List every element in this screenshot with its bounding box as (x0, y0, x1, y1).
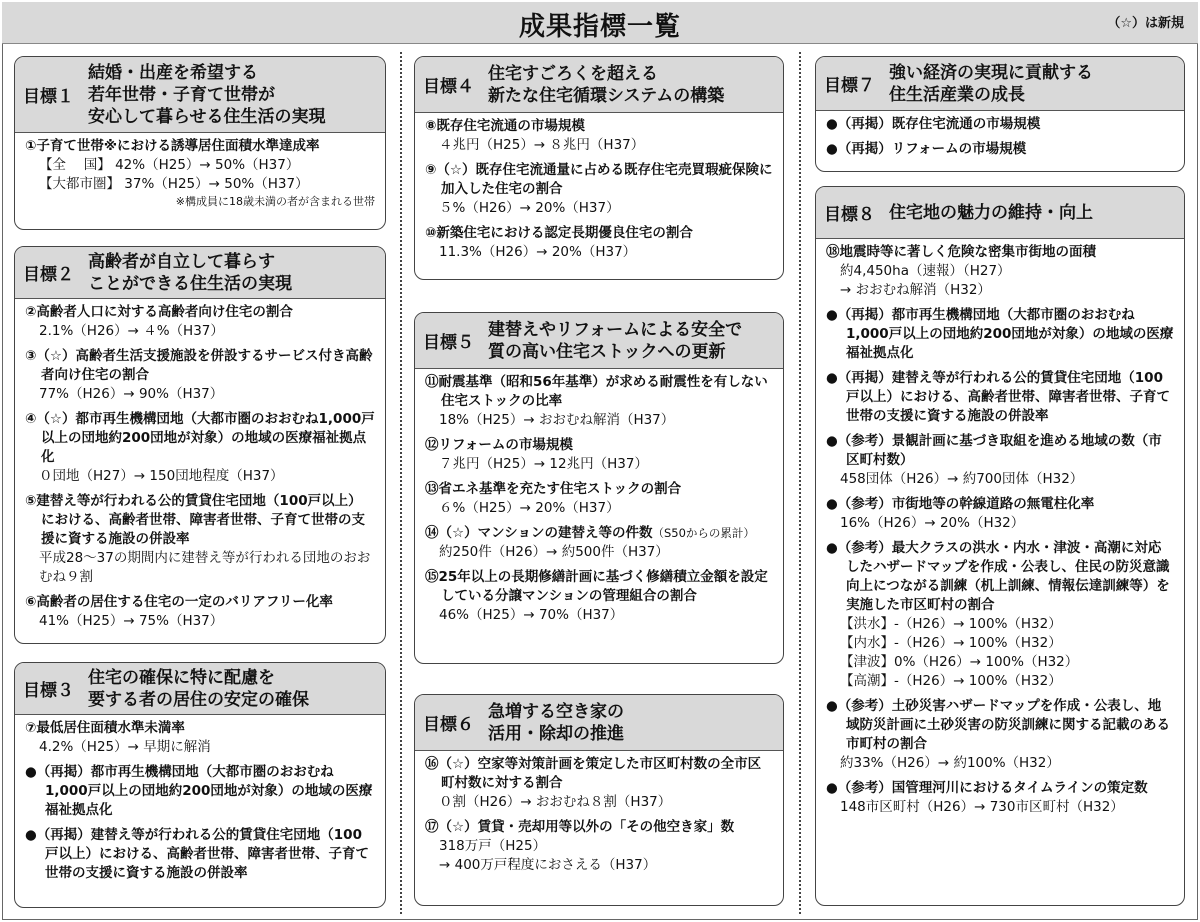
indicator-value: 約250件（H26）→ 約500件（H37） (439, 544, 669, 560)
goal-card (414, 312, 784, 664)
goal-title-line: 急増する空き家の (488, 701, 624, 722)
goal-header (415, 57, 783, 113)
indicator-title-text: ⑥高齢者の居住する住宅の一定のバリアフリー化率 (25, 594, 333, 610)
indicator-title (425, 161, 773, 199)
indicator-title (425, 224, 773, 243)
indicator-title-text: ⑮25年以上の長期修繕計画に基づく修繕積立金額を設定している分譲マンションの管理組合の割合 (425, 569, 768, 604)
indicator-value: ０割（H26）→ おおむね８割（H37） (439, 794, 672, 810)
indicator-title-text: ●（参考）国管理河川におけるタイムラインの策定数 (826, 780, 1148, 796)
goal-title (88, 667, 309, 711)
header-bar (2, 2, 1198, 44)
indicator-title (25, 137, 375, 156)
indicator-title (826, 539, 1174, 615)
indicator-value: ６%（H25）→ 20%（H37） (439, 500, 620, 516)
goal-title-line: 住宅の確保に特に配慮を (88, 667, 275, 688)
indicator-item (826, 306, 1174, 363)
indicator-item (425, 161, 773, 218)
goal-body (15, 715, 385, 883)
indicator-title-text: ⑤建替え等が行われる公的賃貸住宅団地（100戸以上）における、高齢者世帯、障害者世帯、子育て世帯の支援に資する施設の併設率 (25, 493, 365, 547)
goal-body (15, 299, 385, 631)
indicator-value: → 400万戸程度におさえる（H37） (439, 857, 657, 873)
goal-header (415, 695, 783, 751)
indicator-value: 11.3%（H26）→ 20%（H37） (439, 244, 637, 260)
indicator-value: 41%（H25）→ 75%（H37） (39, 613, 224, 629)
indicator-title-text: ●（参考）景観計画に基づき取組を進める地域の数（市区町村数） (826, 433, 1162, 468)
indicator-item (425, 480, 773, 518)
indicator-title (425, 480, 773, 499)
indicator-title (425, 436, 773, 455)
indicator-value: 【全 国】 42%（H25）→ 50%（H37） (39, 157, 300, 173)
indicator-value: 約4,450ha（速報）（H27） (840, 263, 1011, 279)
indicator-value: 46%（H25）→ 70%（H37） (439, 607, 624, 623)
indicator-title-note: （S50からの累計） (652, 526, 755, 540)
indicator-title-text: ●（参考）最大クラスの洪水・内水・津波・高潮に対応したハザードマップを作成・公表し、住民の防災意識向上につながる訓練（机上訓練、情報伝達訓練等）を実施した市区町村の割合 (826, 540, 1170, 613)
indicator-title (25, 826, 375, 883)
indicator-item (425, 568, 773, 625)
indicator-item (826, 779, 1174, 817)
goal-card (815, 186, 1185, 906)
indicator-value: ７兆円（H25）→ 12兆円（H37） (439, 456, 648, 472)
indicator-value: 平成28～37の期間内に建替え等が行われる団地のおおむね９割 (39, 550, 371, 585)
indicator-title (826, 306, 1174, 363)
indicator-value: 【高潮】-（H26）→ 100%（H32） (840, 673, 1062, 689)
goal-card (14, 246, 386, 644)
indicator-title-text: ⑦最低居住面積水準未満率 (25, 720, 185, 736)
indicator-item (826, 140, 1174, 159)
indicator-item (25, 492, 375, 587)
indicator-title (826, 779, 1174, 798)
indicator-item (826, 432, 1174, 489)
indicator-item (25, 826, 375, 883)
indicator-value: 【津波】0%（H26）→ 100%（H32） (840, 654, 1079, 670)
indicator-value: 【洪水】-（H26）→ 100%（H32） (840, 616, 1062, 632)
indicator-item (425, 373, 773, 430)
goal-header (15, 247, 385, 299)
indicator-title-text: ②高齢者人口に対する高齢者向け住宅の割合 (25, 304, 293, 320)
indicator-value: 16%（H26）→ 20%（H32） (840, 515, 1025, 531)
indicator-item (25, 137, 375, 211)
indicator-value: ４兆円（H25）→ ８兆円（H37） (439, 137, 645, 153)
column-divider-2 (799, 52, 801, 914)
indicator-title-text: ⑨（☆）既存住宅流通量に占める既存住宅売買瑕疵保険に加入した住宅の割合 (425, 162, 773, 197)
indicator-title (826, 243, 1174, 262)
indicator-title-text: ⑬省エネ基準を充たす住宅ストックの割合 (425, 481, 682, 497)
goal-title-line: 住生活産業の成長 (889, 84, 1025, 105)
indicator-item (425, 818, 773, 875)
indicator-title-text: ●（再掲）リフォームの市場規模 (826, 141, 1027, 157)
goal-title-line: ことができる住生活の実現 (88, 273, 292, 294)
goal-body (15, 133, 385, 211)
indicator-item (425, 524, 773, 562)
goal-title-line: 新たな住宅循環システムの構築 (488, 85, 725, 106)
goal-label: 目標３ (23, 681, 74, 701)
indicator-title (826, 115, 1174, 134)
indicator-title-text: ●（参考）市街地等の幹線道路の無電柱化率 (826, 496, 1095, 512)
indicator-value: 【内水】-（H26）→ 100%（H32） (840, 635, 1062, 651)
goal-label: 目標７ (824, 76, 875, 96)
indicator-title-text: ●（再掲）建替え等が行われる公的賃貸住宅団地（100戸以上）における、高齢者世帯、障害者世帯、子育て世帯の支援に資する施設の併設率 (826, 370, 1170, 424)
indicator-title-text: ③（☆）高齢者生活支援施設を併設するサービス付き高齢者向け住宅の割合 (25, 348, 373, 383)
indicator-title (25, 593, 375, 612)
indicator-title (425, 818, 773, 837)
goal-title (889, 202, 1093, 224)
indicator-value: 18%（H25）→ おおむね解消（H37） (439, 412, 675, 428)
indicator-title (826, 697, 1174, 754)
indicator-title (425, 117, 773, 136)
indicator-title-text: ●（再掲）既存住宅流通の市場規模 (826, 116, 1041, 132)
goal-title (889, 62, 1093, 106)
goal-header (816, 187, 1184, 239)
goal-title (488, 701, 624, 745)
goal-label: 目標２ (23, 265, 74, 285)
goal-header (15, 663, 385, 715)
indicator-title-text: ④（☆）都市再生機構団地（大都市圏のおおむね1,000戸以上の団地約200団地が対象）の地域の医療福祉拠点化 (25, 411, 375, 465)
indicator-title-text: ⑪耐震基準（昭和56年基準）が求める耐震性を有しない住宅ストックの比率 (425, 374, 768, 409)
goal-header (15, 57, 385, 133)
indicator-title (425, 568, 773, 606)
indicator-title (25, 719, 375, 738)
goal-title (88, 251, 292, 295)
indicator-title-text: ●（参考）土砂災害ハザードマップを作成・公表し、地域防災計画に土砂災害の防災訓練に関する記載のある市町村の割合 (826, 698, 1170, 752)
goal-title-line: 建替えやリフォームによる安全で (488, 319, 743, 340)
goal-card (14, 56, 386, 230)
indicator-title-text: ⑰（☆）賃貸・売却用等以外の「その他空き家」数 (425, 819, 735, 835)
goal-title-line: 住宅地の魅力の維持・向上 (889, 202, 1093, 223)
indicator-title-text: ⑩新築住宅における認定長期優良住宅の割合 (425, 225, 693, 241)
goal-body (415, 113, 783, 262)
goal-card (414, 694, 784, 906)
indicator-value: 約33%（H26）→ 約100%（H32） (840, 755, 1060, 771)
indicator-title-text: ⑯（☆）空家等対策計画を策定した市区町村数の全市区町村数に対する割合 (425, 756, 762, 791)
indicator-value: 458団体（H26）→ 約700団体（H32） (840, 471, 1084, 487)
indicator-value: 148市区町村（H26）→ 730市区町村（H32） (840, 799, 1124, 815)
indicator-title (826, 140, 1174, 159)
indicator-item (425, 755, 773, 812)
goal-title-line: 高齢者が自立して暮らす (88, 251, 275, 272)
goal-label: 目標６ (423, 715, 474, 735)
goal-title-line: 安心して暮らせる住生活の実現 (88, 106, 326, 127)
indicator-title (25, 410, 375, 467)
indicator-title-text: ①子育て世帯※における誘導居住面積水準達成率 (25, 138, 320, 154)
goal-header (415, 313, 783, 369)
goal-title (488, 319, 742, 363)
indicator-title-text: ⑧既存住宅流通の市場規模 (425, 118, 585, 134)
indicator-item (425, 224, 773, 262)
goal-title-line: 住宅すごろくを超える (488, 63, 658, 84)
indicator-item (25, 763, 375, 820)
goal-label: 目標１ (23, 87, 74, 107)
indicator-value: 77%（H26）→ 90%（H37） (39, 386, 224, 402)
goal-card (14, 662, 386, 908)
goal-header (816, 57, 1184, 111)
goal-title-line: 強い経済の実現に貢献する (889, 62, 1093, 83)
indicator-title-text: ●（再掲）都市再生機構団地（大都市圏のおおむね1,000戸以上の団地約200団地が対象）の地域の医療福祉拠点化 (25, 764, 373, 818)
indicator-item (25, 593, 375, 631)
indicator-title-text: ⑱地震時等に著しく危険な密集市街地の面積 (826, 244, 1096, 260)
indicator-title (826, 432, 1174, 470)
goal-title-line: 若年世帯・子育て世帯が (88, 84, 275, 105)
indicator-title-text: ⑭（☆）マンションの建替え等の件数 (425, 525, 653, 541)
indicator-title (425, 524, 773, 543)
goal-body (415, 369, 783, 625)
indicator-item (25, 719, 375, 757)
legend-new: （☆）は新規 (1107, 16, 1184, 31)
goal-body (816, 111, 1184, 159)
indicator-item (425, 117, 773, 155)
indicator-item (25, 347, 375, 404)
indicator-title-text: ●（再掲）都市再生機構団地（大都市圏のおおむね1,000戸以上の団地約200団地が対象）の地域の医療福祉拠点化 (826, 307, 1174, 361)
indicator-value: 318万戸（H25） (439, 838, 547, 854)
indicator-item (826, 243, 1174, 300)
indicator-title-text: ⑫リフォームの市場規模 (425, 437, 573, 453)
goal-title (488, 63, 724, 107)
page-title: 成果指標一覧 (518, 12, 681, 42)
indicator-value: → おおむね解消（H32） (840, 282, 991, 298)
indicator-item (826, 539, 1174, 691)
indicator-value: 2.1%（H26）→ ４%（H37） (39, 323, 224, 339)
indicator-item (826, 495, 1174, 533)
indicator-title (425, 755, 773, 793)
indicator-title (826, 369, 1174, 426)
indicator-title (25, 763, 375, 820)
goal-label: 目標５ (423, 333, 474, 353)
column-divider-1 (400, 52, 402, 914)
goal-title-line: 質の高い住宅ストックへの更新 (488, 341, 726, 362)
indicator-title (826, 495, 1174, 514)
indicator-item (25, 410, 375, 486)
goal-label: 目標４ (423, 77, 474, 97)
goal-body (415, 751, 783, 875)
indicator-value: ０団地（H27）→ 150団地程度（H37） (39, 468, 284, 484)
goal-title-line: 要する者の居住の安定の確保 (88, 689, 309, 710)
indicator-title-text: ●（再掲）建替え等が行われる公的賃貸住宅団地（100戸以上）における、高齢者世帯、障害者世帯、子育て世帯の支援に資する施設の併設率 (25, 827, 369, 881)
indicator-title (25, 347, 375, 385)
indicator-title (25, 303, 375, 322)
indicator-item (25, 303, 375, 341)
goal-card (815, 56, 1185, 172)
goal-title (88, 62, 326, 128)
indicator-footnote: ※構成員に18歳未満の者が含まれる世帯 (175, 195, 375, 208)
goal-body (816, 239, 1184, 817)
indicator-item (826, 697, 1174, 773)
goal-card (414, 56, 784, 280)
indicator-title (425, 373, 773, 411)
indicator-value: 4.2%（H25）→ 早期に解消 (39, 739, 211, 755)
indicator-value: ５%（H26）→ 20%（H37） (439, 200, 620, 216)
indicator-title (25, 492, 375, 549)
indicator-value: 【大都市圏】 37%（H25）→ 50%（H37） (39, 176, 309, 192)
indicator-item (826, 369, 1174, 426)
indicator-item (425, 436, 773, 474)
indicator-item (826, 115, 1174, 134)
goal-label: 目標８ (824, 205, 875, 225)
goal-title-line: 活用・除却の推進 (488, 723, 624, 744)
goal-title-line: 結婚・出産を希望する (88, 62, 258, 83)
